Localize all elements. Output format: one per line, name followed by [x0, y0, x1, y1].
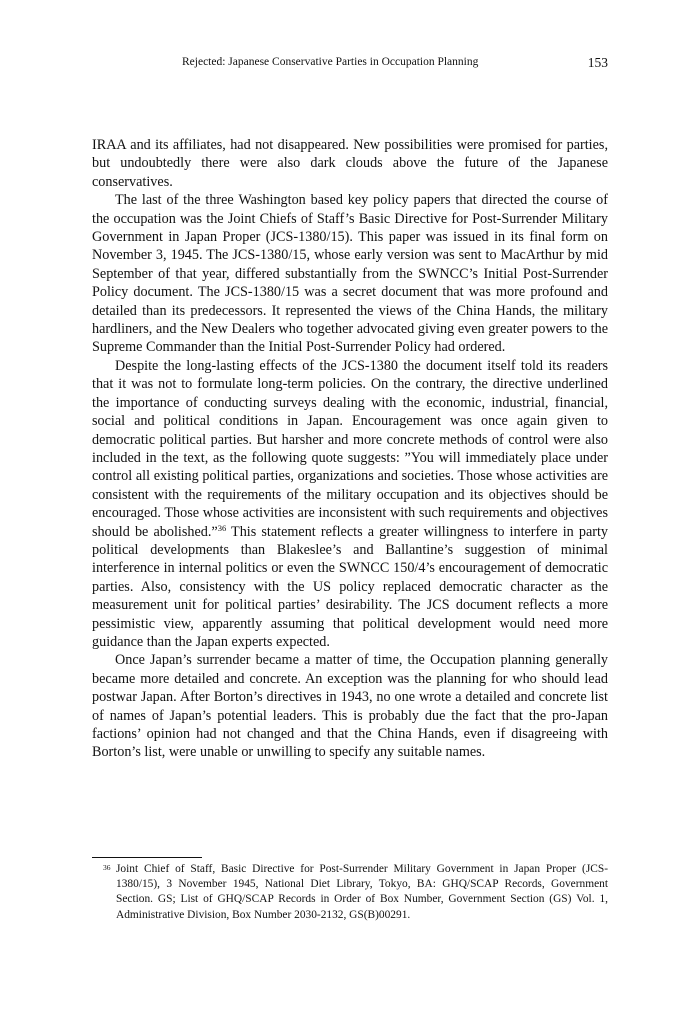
running-title: Rejected: Japanese Conservative Parties in Occupation Planning [182, 56, 479, 68]
footnote-reference-36[interactable]: 36 [217, 522, 227, 533]
running-header [92, 55, 608, 73]
paragraph-3-part-2: This statement reflects a greater willingness to interfere in party political developments than Blakeslee’s and Ballantine’s suggestion of minimal interference in internal politics or even the SWNCC 150/4’s encouragement of democratic parties. Also, consistency with the US policy replaced democratic character as the measurement unit for political parties’ desirability. The JCS document reflects a more pessimistic view, apparently assuming that political development would need more guidance than the Japan experts expected. [92, 523, 608, 650]
footnote-36 [92, 862, 608, 923]
main-text [92, 136, 608, 762]
page-number: 153 [587, 55, 608, 70]
footnotes [92, 862, 608, 923]
footnote-divider [92, 857, 202, 858]
footnote-text: Joint Chief of Staff, Basic Directive for Post-Surrender Military Government in Japan Proper (JCS-1380/15), 3 November 1945, National Diet Library, Tokyo, BA: GHQ/SCAP Records, Government Section. GS; List of GHQ/SCAP Records in Order of Box Number, Government Section (GS) Vol. 1, Administrative Division, Box Number 2030-2132, GS(B)00291. [116, 863, 608, 921]
paragraph-3-part-1: Despite the long-lasting effects of the JCS-1380 the document itself told its readers that it was not to formulate long-term policies. On the contrary, the directive underlined the importance of conducting surveys dealing with the economic, industrial, financial, social and political conditions in Japan. Encouragement was once again given to democratic political parties. But harsher and more concrete methods of control were also included in the text, as the following quote suggests: ”You will immediately place under control all existing political parties, organizations and societies. Those whose activities are consistent with the requirements of the military occupation and its objectives should be encouraged. Those whose activities are inconsistent with such requirements and objectives should be abolished.” [92, 357, 608, 540]
paragraph-4: Once Japan’s surrender became a matter of time, the Occupation planning generally became more detailed and concrete. An exception was the planning for who should lead postwar Japan. After Borton’s directives in 1943, no one wrote a detailed and concrete list of names of Japan’s potential leaders. This is probably due the fact that the pro-Japan factions’ opinion had not changed and that the China Hands, even if disagreeing with Borton’s list, were unable or unwilling to specify any suitable names. [92, 652, 608, 761]
paragraph-1: IRAA and its affiliates, had not disappeared. New possibilities were promised for parties, but undoubtedly there were also dark clouds above the future of the Japanese conservatives. [92, 137, 608, 190]
paragraph-3 [92, 357, 608, 652]
footnote-marker: 36 [103, 863, 111, 872]
paragraph-2: The last of the three Washington based key policy papers that directed the course of the occupation was the Joint Chiefs of Staff’s Basic Directive for Post-Surrender Military Government in Japan Proper (JCS-1380/15). This paper was issued in its final form on November 3, 1945. The JCS-1380/15, whose early version was sent to MacArthur by mid September of that year, differed substantially from the SWNCC’s Initial Post-Surrender Policy document. The JCS-1380/15 was a secret document that was more profound and detailed than its predecessors. It represented the views of the China Hands, the military hardliners, and the New Dealers who together advocated giving even greater powers to the Supreme Commander than the Initial Post-Surrender Policy had ordered. [92, 192, 608, 356]
